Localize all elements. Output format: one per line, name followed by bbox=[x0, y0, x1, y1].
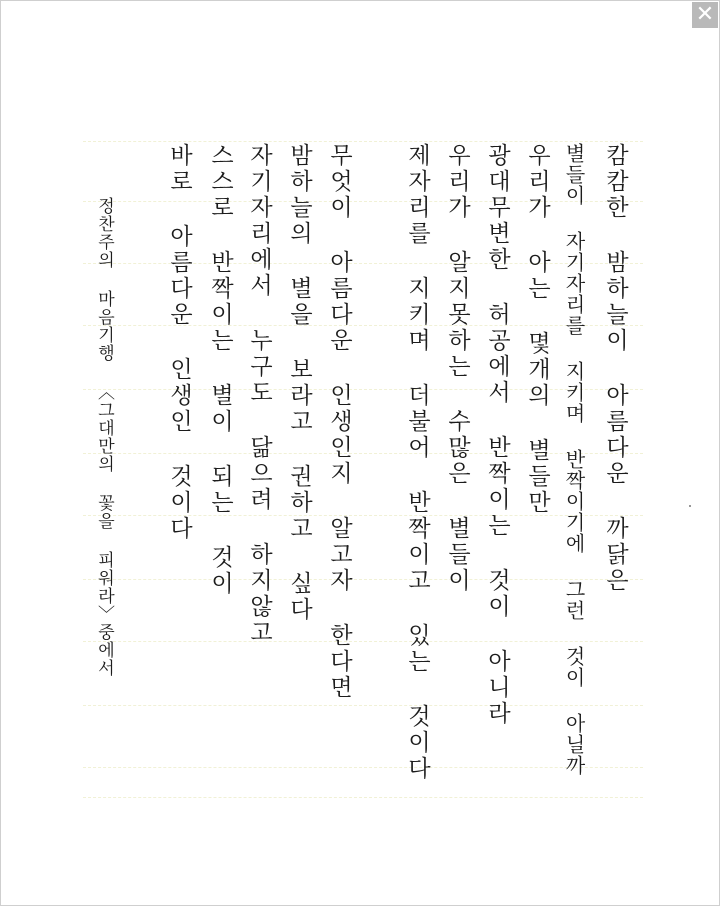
poem-line-11: 바로 아름다운 인생인 것이다 bbox=[166, 143, 192, 542]
poem-line-2: 별들이 자기자리를 지키며 반짝이기에 그런 것이 아닐까 bbox=[562, 143, 586, 776]
poem-line-5: 우리가 알지못하는 수많은 별들이 bbox=[444, 143, 470, 594]
ruled-line bbox=[83, 797, 643, 798]
poem-line-1: 캄캄한 밤하늘이 아름다운 까닭은 bbox=[602, 143, 628, 594]
poem-line-10: 스스로 반짝이는 별이 되는 것이 bbox=[207, 143, 233, 597]
close-button[interactable] bbox=[692, 2, 718, 28]
poem-line-8: 밤하늘의 별을 보라고 권하고 싶다 bbox=[286, 143, 312, 623]
poem-line-6: 제자리를 지키며 더불어 반짝이고 있는 것이다 bbox=[404, 143, 430, 782]
poem-line-4: 광대무변한 허공에서 반짝이는 것이 아니라 bbox=[484, 143, 510, 727]
poem-credit: 정찬주의 마음기행 〈그대만의 꽃을 피워라〉중에서 bbox=[94, 197, 114, 677]
ruled-line bbox=[83, 705, 643, 706]
ruled-line bbox=[83, 141, 643, 142]
poem-line-3: 우리가 아는 몇개의 별들만 bbox=[524, 143, 550, 516]
poem-line-7: 무엇이 아름다운 인생인지 알고자 한다면 bbox=[326, 143, 352, 701]
ruled-line bbox=[83, 767, 643, 768]
paper-speck bbox=[689, 505, 691, 507]
ruled-line bbox=[83, 641, 643, 642]
close-icon: ✕ bbox=[695, 2, 715, 27]
ruled-line bbox=[83, 579, 643, 580]
poem-line-9: 자기자리에서 누구도 닮으려 하지않고 bbox=[246, 143, 272, 646]
